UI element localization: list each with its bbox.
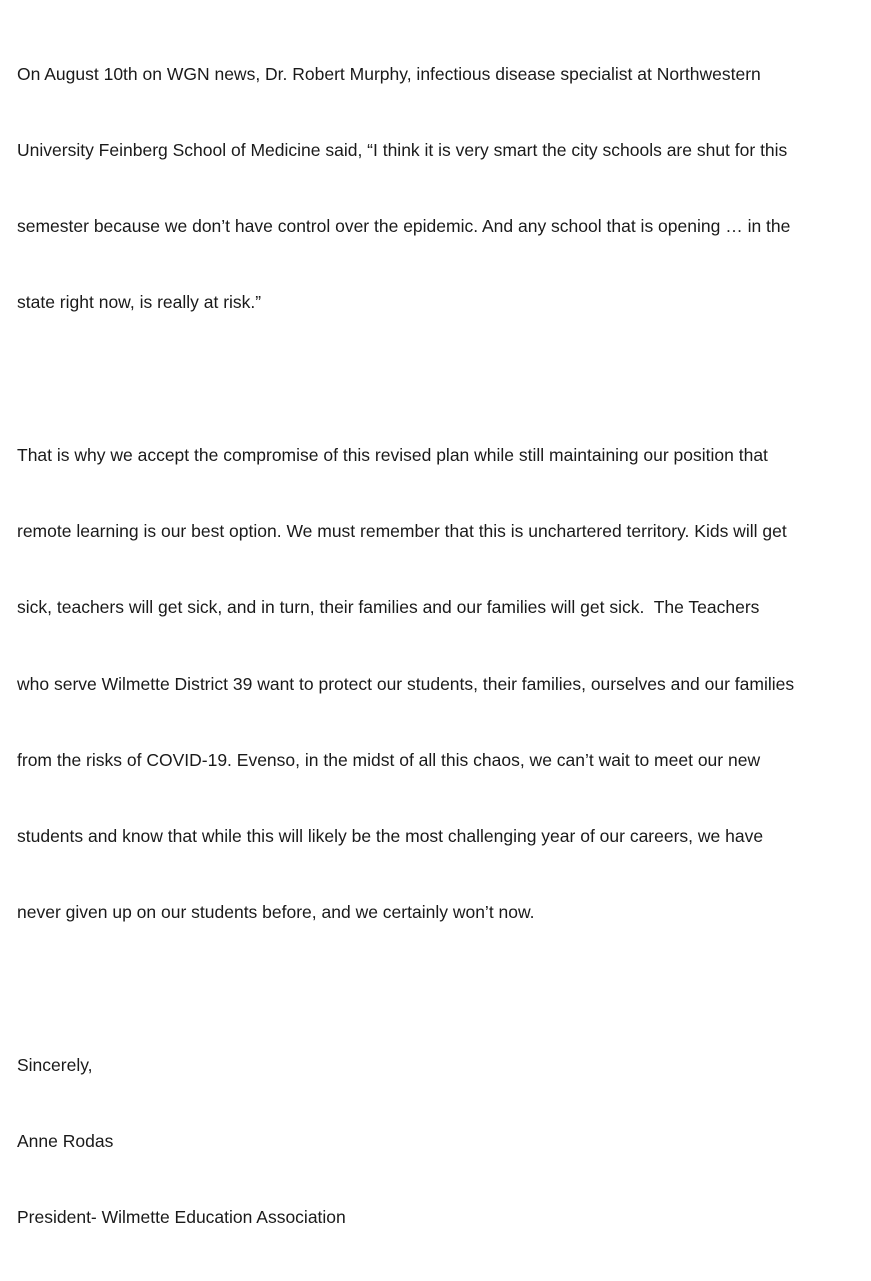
signer-title: President- Wilmette Education Association bbox=[17, 1207, 346, 1228]
text-line: sick, teachers will get sick, and in turn, their families and our families will get sick. The Teachers bbox=[17, 597, 760, 618]
signer-name: Anne Rodas bbox=[17, 1130, 114, 1151]
paragraph-spacer bbox=[17, 976, 861, 1001]
text-line: state right now, is really at risk.” bbox=[17, 292, 262, 313]
text-line: who serve Wilmette District 39 want to protect our students, their families, ourselves and our families bbox=[17, 673, 795, 694]
text-line: remote learning is our best option. We must remember that this is unchartered territory. Kids will get bbox=[17, 521, 787, 542]
text-line: semester because we don’t have control over the epidemic. And any school that is opening … in the bbox=[17, 216, 791, 237]
text-line: That is why we accept the compromise of this revised plan while still maintaining our position that bbox=[17, 444, 768, 465]
text-line: never given up on our students before, and we certainly won’t now. bbox=[17, 902, 535, 923]
paragraph-spacer bbox=[17, 367, 861, 392]
text-line: University Feinberg School of Medicine said, “I think it is very smart the city schools are shut for this bbox=[17, 140, 788, 161]
paragraph-quote bbox=[17, 11, 861, 367]
closing-text: Sincerely, bbox=[17, 1054, 93, 1075]
signature-block bbox=[17, 1002, 861, 1281]
text-line: students and know that while this will likely be the most challenging year of our careers, we have bbox=[17, 825, 764, 846]
text-line: from the risks of COVID-19. Evenso, in the midst of all this chaos, we can’t wait to meet our new bbox=[17, 749, 761, 770]
text-line: On August 10th on WGN news, Dr. Robert Murphy, infectious disease specialist at Northwestern bbox=[17, 63, 761, 84]
paragraph-position bbox=[17, 392, 861, 976]
